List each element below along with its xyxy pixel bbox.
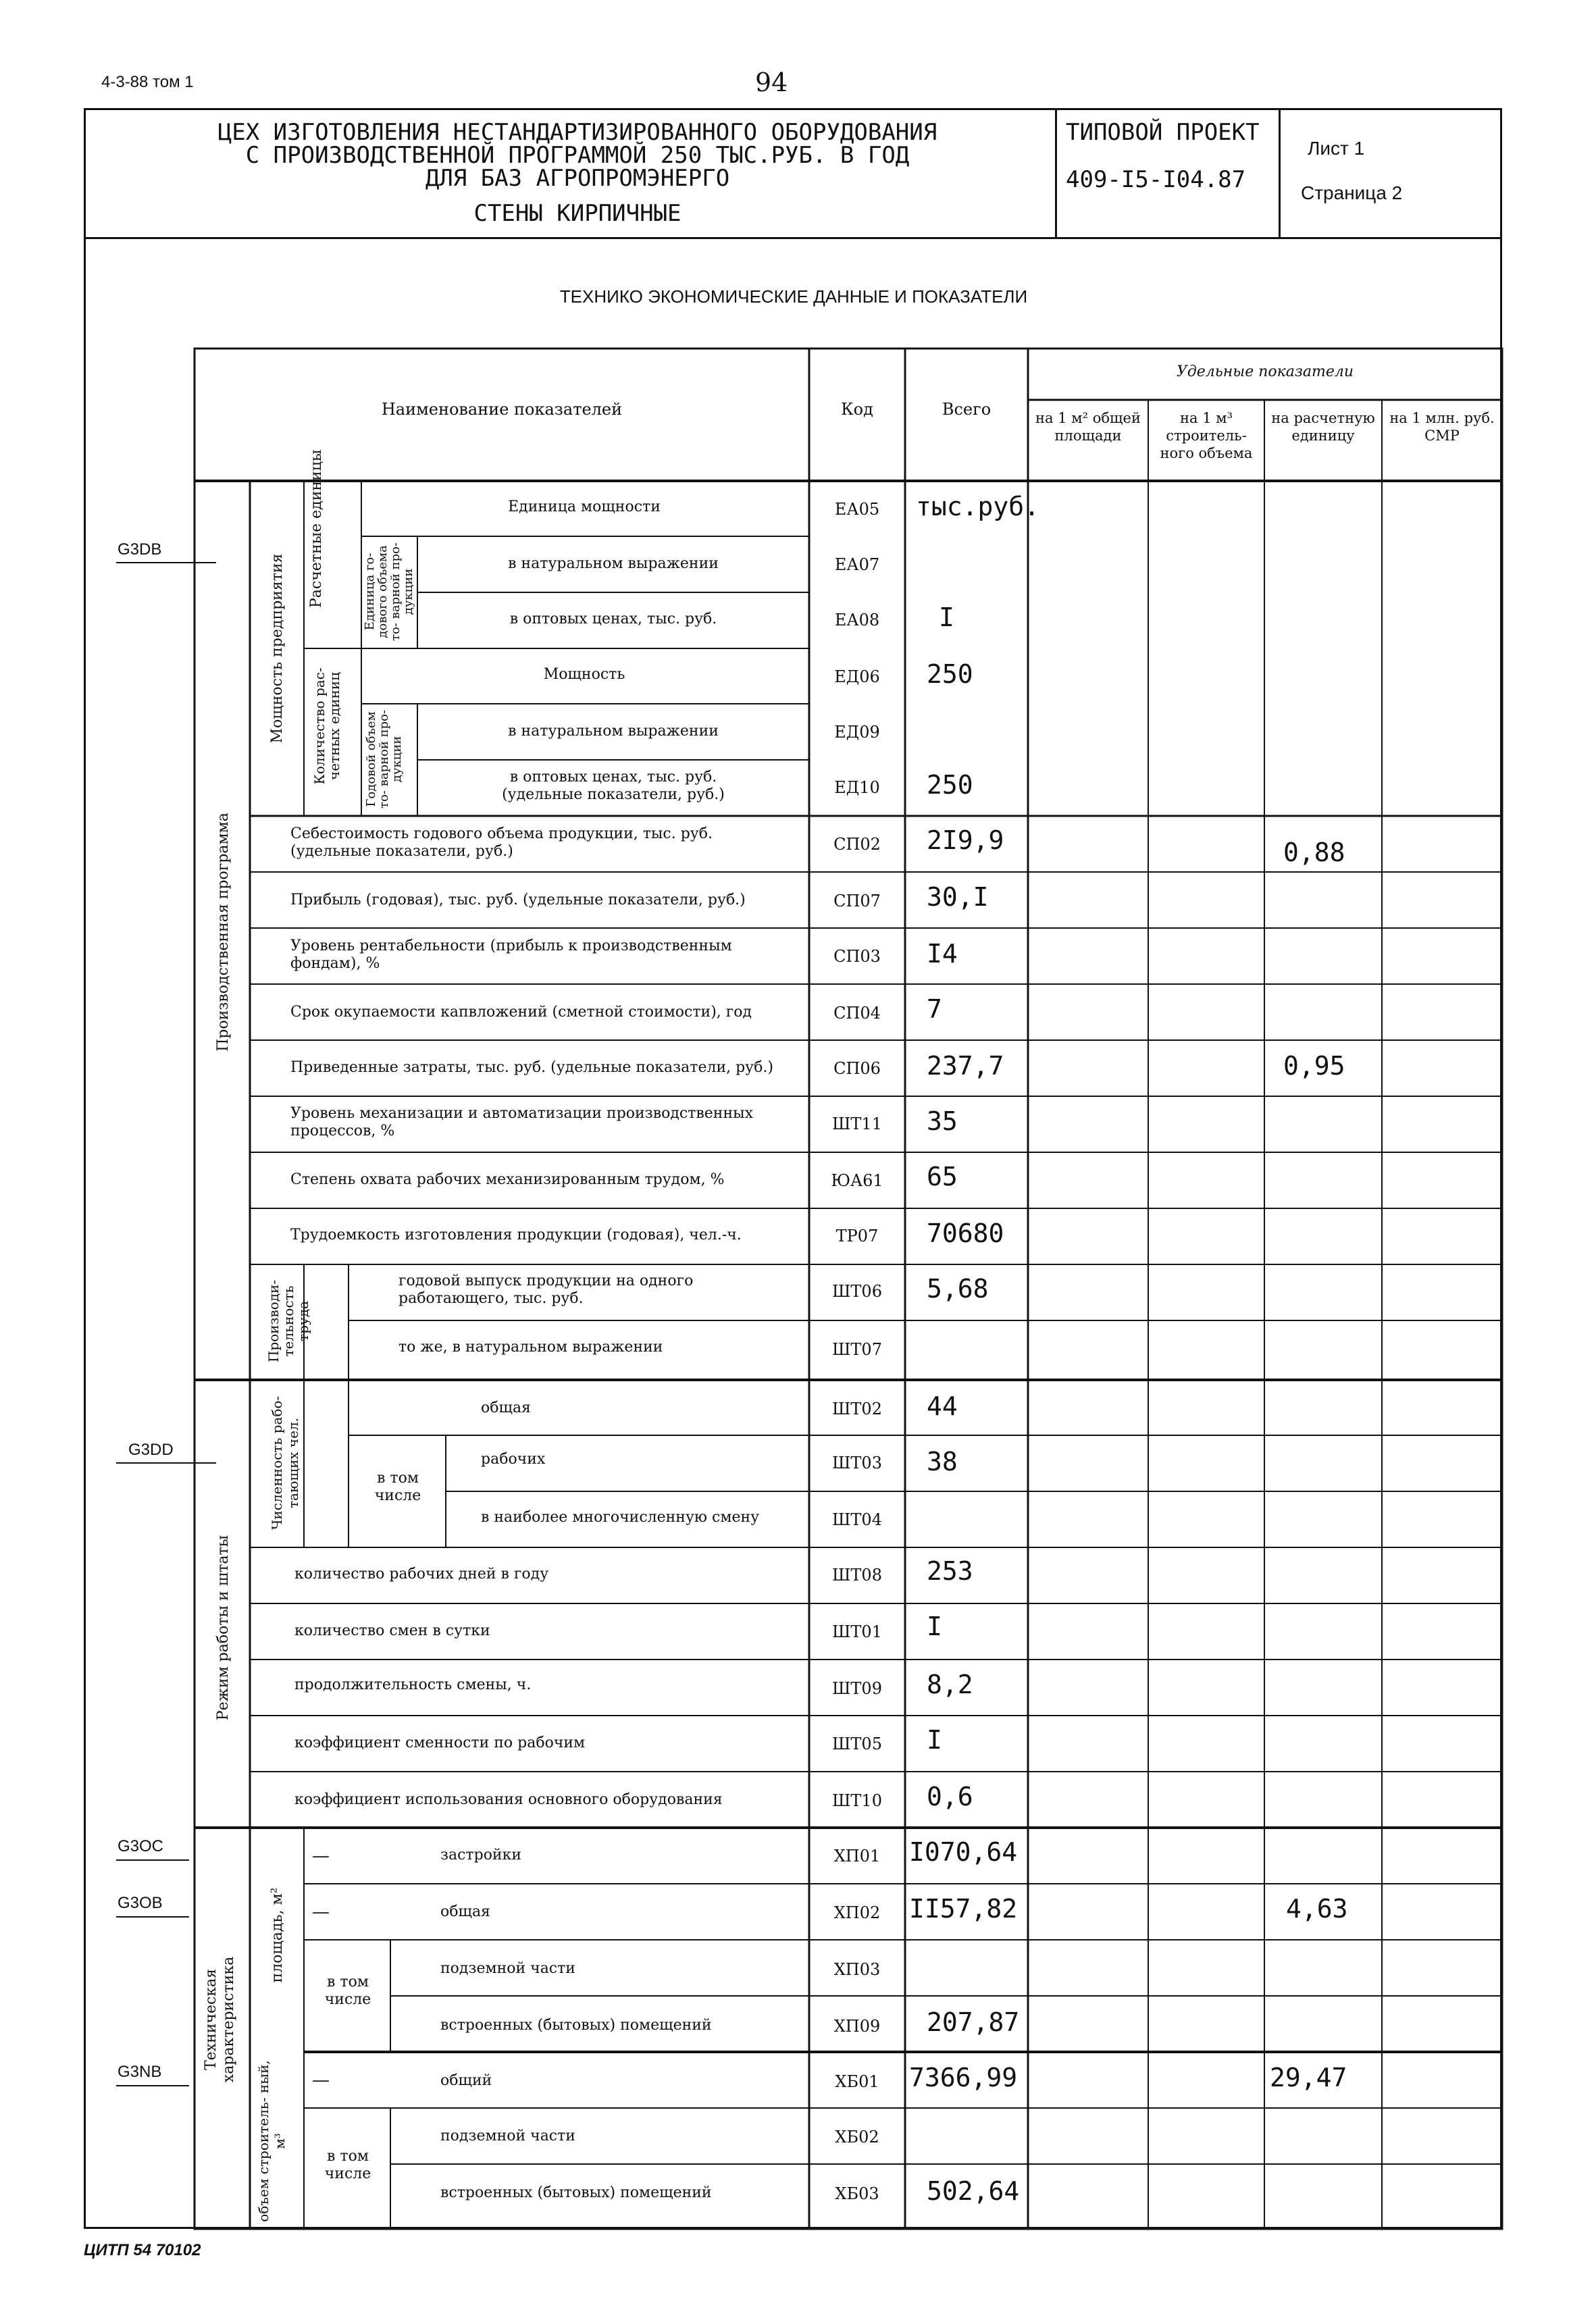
row-code: ЕА05: [834, 500, 880, 519]
sheet-number: Лист 1: [1308, 138, 1365, 159]
row-per-unit: 4,63: [1286, 1894, 1348, 1924]
row-name: общий: [440, 2072, 492, 2089]
document-title-line-1: ЦЕХ ИЗГОТОВЛЕНИЯ НЕСТАНДАРТИЗИРОВАННОГО ОБОРУДОВАНИЯ: [217, 119, 937, 146]
row-code: ХБ02: [835, 2128, 879, 2146]
row-total: 38: [927, 1447, 958, 1476]
project-label: ТИПОВОЙ ПРОЕКТ: [1066, 119, 1260, 146]
marker-g3dd: G3DD: [128, 1441, 174, 1459]
dash-mark: —: [312, 1902, 330, 1922]
row-code: ШТ11: [832, 1114, 882, 1133]
row-total: 7: [927, 994, 942, 1024]
row-code: СП06: [833, 1059, 881, 1078]
row-code: СП07: [833, 892, 881, 910]
group-annual-volume: Годовой объем то- варной про- дукции: [364, 710, 404, 808]
row-per-unit: 0,95: [1283, 1051, 1345, 1081]
including-label-volume: в том числе: [324, 2148, 371, 2182]
page-number: 94: [755, 68, 788, 97]
document-subtitle: СТЕНЫ КИРПИЧНЫЕ: [473, 200, 681, 227]
row-code: ЕА07: [834, 555, 880, 574]
row-name: в натуральном выражении: [508, 723, 719, 740]
row-code: СП03: [833, 947, 881, 966]
including-label-headcount: в том числе: [374, 1470, 421, 1504]
row-per-unit: 0,88: [1283, 838, 1345, 867]
row-code: ЕА08: [834, 611, 880, 629]
row-total: 207,87: [927, 2007, 1020, 2037]
group-tech: Техническая характеристика: [203, 1956, 237, 2083]
group-area: площадь, м²: [269, 1887, 286, 1983]
document-reference: 4-3-88 том 1: [101, 73, 194, 91]
group-unit-volume: Единица го- дового объема то- варной про- дукции: [363, 542, 415, 641]
group-workmode: Режим работы и штаты: [215, 1535, 232, 1721]
row-total: 30,I: [927, 882, 989, 912]
row-code: ШТ03: [832, 1454, 882, 1472]
row-name: в оптовых ценах, тыс. руб. (удельные показатели, руб.): [502, 769, 725, 803]
row-name: Приведенные затраты, тыс. руб. (удельные показатели, руб.): [290, 1059, 773, 1076]
including-label-area: в том числе: [324, 1974, 371, 2008]
group-production-program: Производственная программа: [215, 813, 232, 1052]
row-total: 502,64: [927, 2176, 1020, 2206]
row-total: 250: [927, 659, 973, 689]
row-name: количество смен в сутки: [294, 1622, 490, 1639]
row-name: Уровень механизации и автоматизации производственных процессов, %: [290, 1105, 754, 1139]
row-total: 2I9,9: [927, 825, 1004, 855]
row-code: СП04: [833, 1004, 881, 1023]
row-code: ШТ09: [832, 1679, 882, 1698]
column-header-total: Всего: [942, 400, 992, 419]
row-total: 253: [927, 1556, 973, 1586]
row-code: ШТ10: [832, 1791, 882, 1810]
page-label: Страница 2: [1301, 182, 1403, 203]
group-productivity: Производи- тельность труда: [265, 1279, 311, 1363]
row-code: ХП01: [833, 1847, 881, 1866]
row-name: Трудоемкость изготовления продукции (годовая), чел.-ч.: [290, 1227, 742, 1243]
row-total: 70680: [927, 1218, 1004, 1248]
row-total: I4: [927, 939, 958, 969]
row-code: ЮА61: [831, 1171, 883, 1190]
row-name: то же, в натуральном выражении: [398, 1339, 663, 1356]
row-total: 0,6: [927, 1782, 973, 1811]
row-total: 44: [927, 1391, 958, 1421]
row-name: количество рабочих дней в году: [294, 1566, 549, 1583]
dash-mark: —: [312, 1846, 330, 1866]
row-code: ХП02: [833, 1903, 881, 1922]
project-number: 409-I5-I04.87: [1066, 166, 1246, 193]
document-title-line-3: ДЛЯ БАЗ АГРОПРОМЭНЕРГО: [425, 165, 730, 192]
row-total: 5,68: [927, 1274, 989, 1304]
column-header-specific: Удельные показатели: [1176, 363, 1354, 380]
row-name: продолжительность смены, ч.: [294, 1676, 532, 1693]
marker-g3db: G3DB: [118, 540, 162, 559]
row-code: СП02: [833, 835, 881, 854]
column-header-name: Наименование показателей: [381, 400, 623, 419]
row-name: Себестоимость годового объема продукции, тыс. руб. (удельные показатели, руб.): [290, 825, 713, 860]
group-headcount: Численность рабо- тающих чел.: [269, 1395, 301, 1531]
row-name: общая: [440, 1903, 490, 1920]
document-title-line-2: С ПРОИЗВОДСТВЕННОЙ ПРОГРАММОЙ 250 ТЫС.РУБ. В ГОД: [245, 142, 910, 169]
group-volume: объем строитель- ный, м³: [255, 2060, 288, 2222]
row-total: 250: [927, 770, 973, 800]
row-code: ШТ07: [832, 1340, 882, 1359]
section-title: ТЕХНИКО ЭКОНОМИЧЕСКИЕ ДАННЫЕ И ПОКАЗАТЕЛИ: [559, 286, 1028, 307]
row-name: Единица мощности: [508, 498, 661, 515]
row-per-unit: 29,47: [1270, 2063, 1347, 2092]
row-total: I: [939, 602, 954, 632]
row-total: тыс.руб.: [916, 492, 1040, 521]
row-code: ХП09: [833, 2017, 881, 2036]
row-total: 8,2: [927, 1670, 973, 1699]
row-total: 65: [927, 1162, 958, 1191]
row-name: в оптовых ценах, тыс. руб.: [509, 611, 717, 627]
row-name: подземной части: [440, 2128, 575, 2144]
dash-mark: —: [312, 2070, 330, 2090]
row-total: 237,7: [927, 1051, 1004, 1081]
group-num-calc-units: Количество рас- четных единиц: [311, 667, 342, 785]
marker-g3oc: G3OC: [118, 1837, 164, 1855]
row-name: в натуральном выражении: [508, 555, 719, 572]
row-name: коэффициент сменности по рабочим: [294, 1734, 586, 1751]
row-name: Срок окупаемости капвложений (сметной стоимости), год: [290, 1004, 752, 1021]
row-code: ЕД09: [834, 723, 880, 742]
row-code: ШТ02: [832, 1399, 882, 1418]
row-total: 35: [927, 1106, 958, 1136]
row-code: ШТ05: [832, 1734, 882, 1753]
column-header-per-volume: на 1 м³ строитель- ного объема: [1160, 410, 1253, 461]
row-name: общая: [481, 1399, 531, 1416]
row-name: Прибыль (годовая), тыс. руб. (удельные показатели, руб.): [290, 892, 746, 908]
marker-g3nb: G3NB: [118, 2063, 162, 2081]
row-name: коэффициент использования основного оборудования: [294, 1791, 723, 1808]
column-header-per-mln: на 1 млн. руб. СМР: [1389, 410, 1495, 444]
row-name: подземной части: [440, 1960, 575, 1977]
row-name: Мощность: [543, 666, 625, 683]
row-code: ЕД10: [834, 778, 880, 797]
row-total: I070,64: [909, 1837, 1018, 1867]
row-name: Уровень рентабельности (прибыль к производственным фондам), %: [290, 937, 732, 972]
row-code: ШТ01: [832, 1622, 882, 1641]
column-header-per-unit: на расчетную единицу: [1271, 410, 1375, 444]
row-code: ШТ08: [832, 1566, 882, 1585]
row-name: в наиболее многочисленную смену: [481, 1509, 760, 1526]
row-name: встроенных (бытовых) помещений: [440, 2017, 712, 2034]
group-enterprise-capacity: Мощность предприятия: [269, 553, 286, 744]
row-code: ТР07: [835, 1227, 879, 1245]
row-total: I: [927, 1612, 942, 1641]
row-code: ХБ03: [835, 2184, 879, 2203]
row-total: II57,82: [909, 1894, 1018, 1924]
footer-code: ЦИТП 54 70102: [84, 2241, 201, 2259]
row-total: I: [927, 1725, 942, 1755]
row-code: ШТ06: [832, 1282, 882, 1301]
column-header-code: Код: [841, 400, 873, 419]
row-name: застройки: [440, 1847, 522, 1863]
column-header-per-area: на 1 м² общей площади: [1035, 410, 1141, 444]
marker-g3ob: G3OB: [118, 1894, 163, 1912]
row-code: ХБ01: [835, 2072, 879, 2091]
group-calc-units: Расчетные единицы: [308, 449, 325, 608]
row-code: ЕД06: [834, 667, 880, 686]
row-code: ХП03: [833, 1960, 881, 1979]
row-total: 7366,99: [909, 2063, 1018, 2092]
row-name: встроенных (бытовых) помещений: [440, 2184, 712, 2201]
row-name: годовой выпуск продукции на одного работающего, тыс. руб.: [398, 1272, 694, 1307]
row-code: ШТ04: [832, 1510, 882, 1529]
row-name: Степень охвата рабочих механизированным трудом, %: [290, 1171, 725, 1188]
row-name: рабочих: [481, 1451, 546, 1468]
